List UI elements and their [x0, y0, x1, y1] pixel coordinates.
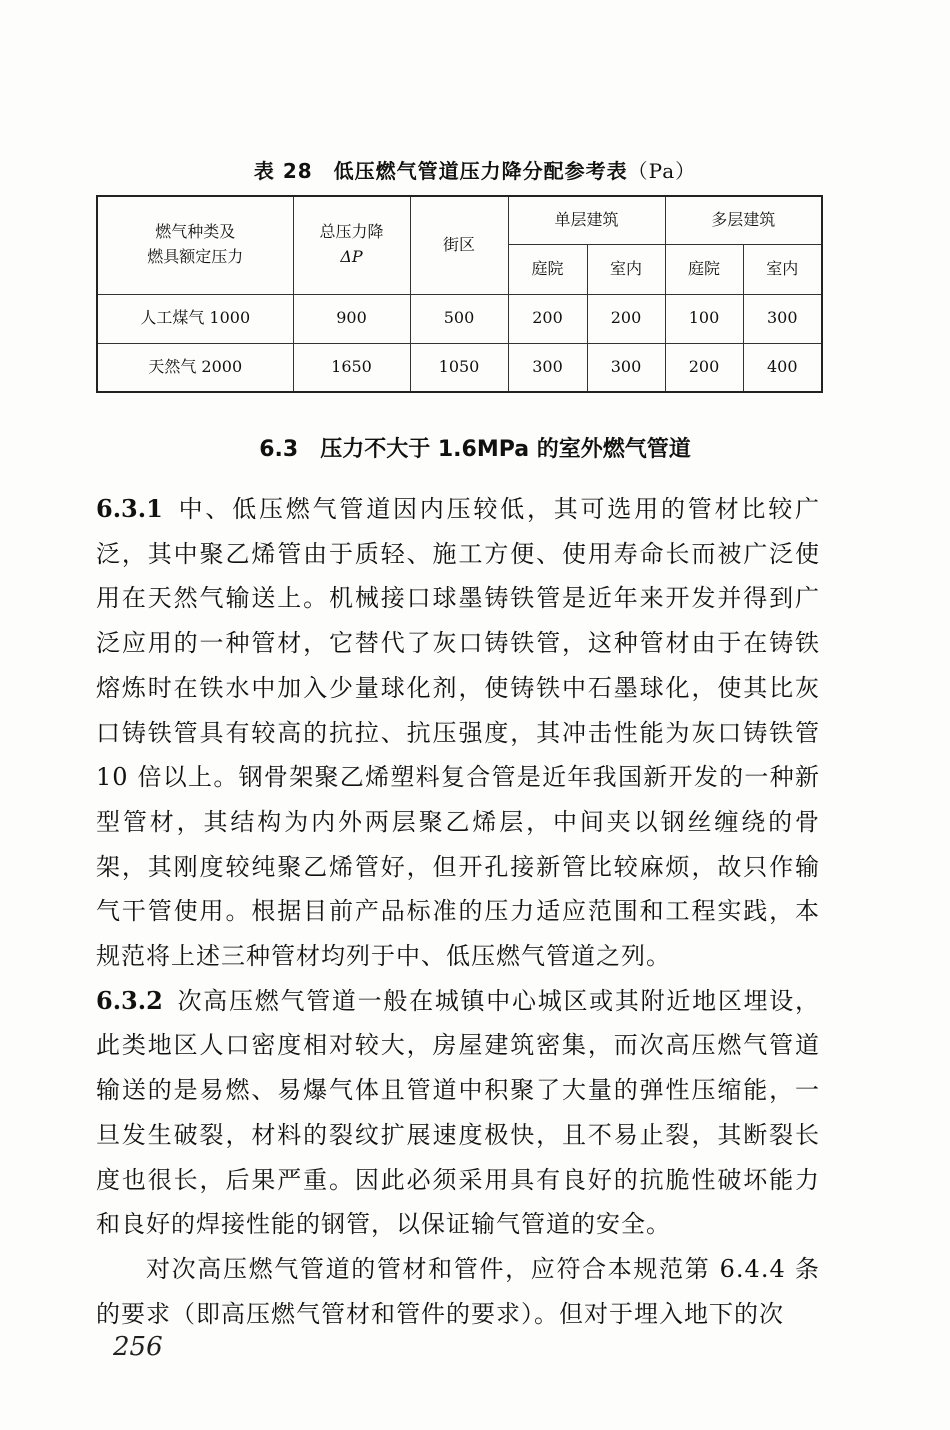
table-cell: 1650 [293, 343, 410, 392]
table-cell: 人工煤气 1000 [97, 294, 293, 343]
paragraph-text: 次高压燃气管道一般在城镇中心城区或其附近地区埋设，此类地区人口密度相对较大，房屋建筑密集，而次高压燃气管道输送的是易燃、易爆气体且管道中积聚了大量的弹性压缩能，一旦发生破裂，材料的裂纹扩展速度极快，且不易止裂，其断裂长度也很长，后果严重。因此必须采用具有良好的抗脆性破坏能力和良好的焊接性能的钢管，以保证输气管道的安全。 [96, 986, 820, 1239]
table-cell: 1050 [410, 343, 508, 392]
table-cell: 900 [293, 294, 410, 343]
table-cell: 500 [410, 294, 508, 343]
pressure-drop-table [96, 195, 823, 393]
table-cell: 天然气 2000 [97, 343, 293, 392]
table-cell: 200 [508, 294, 587, 343]
table-unit: （Pa） [627, 159, 697, 183]
table-row [97, 294, 822, 343]
header-multi-storey: 多层建筑 [665, 196, 822, 244]
header-total-drop-line2: ΔP [340, 247, 363, 267]
paragraph-6-3-2 [96, 979, 820, 1247]
table-title-text: 表 28 低压燃气管道压力降分配参考表 [253, 159, 628, 183]
header-gas-type-line1: 燃气种类及 [155, 222, 236, 242]
table-header-row [97, 196, 822, 244]
paragraph-6-3-1 [96, 487, 820, 979]
clause-number: 6.3.2 [96, 985, 163, 1015]
header-multi-indoor: 室内 [743, 244, 822, 294]
paragraph-continuation: 对次高压燃气管道的管材和管件，应符合本规范第 6.4.4 条的要求（即高压燃气管材和管件的要求）。但对于埋入地下的次 [96, 1254, 820, 1328]
header-gas-type-line2: 燃具额定压力 [147, 247, 244, 267]
header-single-storey: 单层建筑 [508, 196, 665, 244]
table-row [97, 343, 822, 392]
header-single-indoor: 室内 [587, 244, 665, 294]
header-total-drop-line1: 总压力降 [319, 222, 384, 242]
body-text [96, 487, 820, 1336]
paragraph-text: 中、低压燃气管道因内压较低，其可选用的管材比较广泛，其中聚乙烯管由于质轻、施工方便、使用寿命长而被广泛使用在天然气输送上。机械接口球墨铸铁管是近年来开发并得到广泛应用的一种管材，它替代了灰口铸铁管，这种管材由于在铸铁熔炼时在铁水中加入少量球化剂，使铸铁中石墨球化，使其比灰口铸铁管具有较高的抗拉、抗压强度，其冲击性能为灰口铸铁管 10 倍以上。钢骨架聚乙烯塑料复合管是近年我国新开发的一种新型管材，其结构为内外两层聚乙烯层，中间夹以钢丝缠绕的骨架，其刚度较纯聚乙烯管好，但开孔接新管比较麻烦，故只作输气干管使用。根据目前产品标准的压力适应范围和工程实践，本规范将上述三种管材均列于中、低压燃气管道之列。 [96, 495, 820, 971]
table-cell: 300 [587, 343, 665, 392]
table-cell: 200 [665, 343, 743, 392]
table-cell: 200 [587, 294, 665, 343]
page-number: 256 [113, 1332, 163, 1362]
table-cell: 400 [743, 343, 822, 392]
header-block: 街区 [410, 196, 508, 294]
table-cell: 300 [508, 343, 587, 392]
header-total-drop [293, 196, 410, 294]
clause-number: 6.3.1 [96, 494, 163, 523]
table-title [0, 155, 950, 184]
table-cell: 300 [743, 294, 822, 343]
header-multi-yard: 庭院 [665, 244, 743, 294]
header-gas-type [97, 196, 293, 294]
table-cell: 100 [665, 294, 743, 343]
section-heading: 6.3 压力不大于 1.6MPa 的室外燃气管道 [259, 437, 691, 462]
header-single-yard: 庭院 [508, 244, 587, 294]
